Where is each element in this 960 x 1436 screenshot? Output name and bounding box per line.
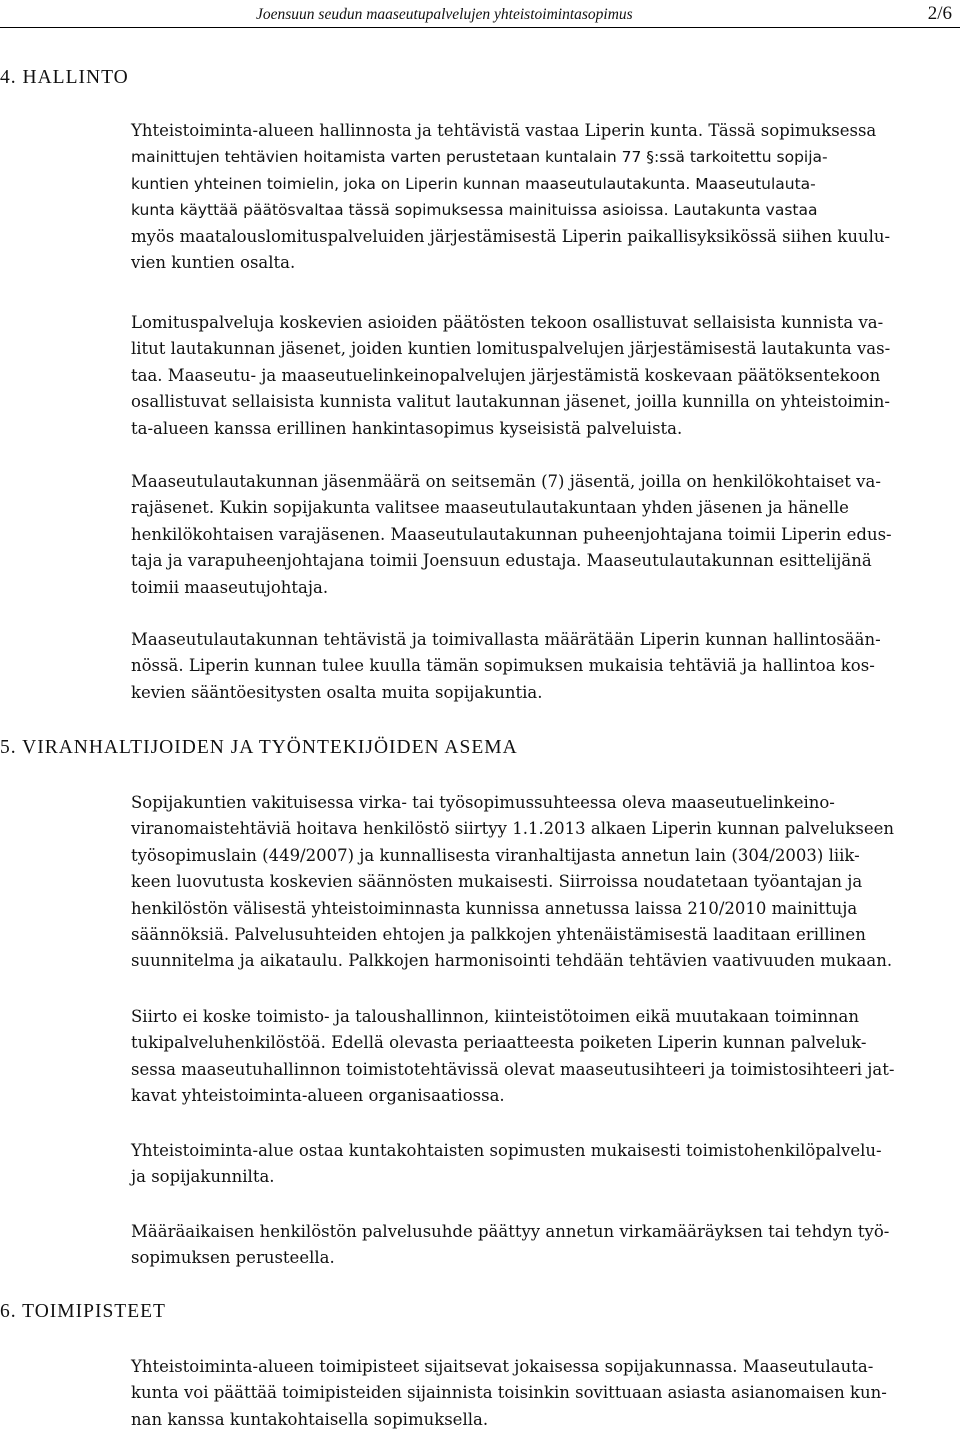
- text-line: ja sopijakunnilta.: [131, 1167, 275, 1187]
- text-line: rajäsenet. Kukin sopijakunta valitsee maaseutulautakuntaan yhden jäsenen ja hänelle: [131, 498, 849, 518]
- text-line: toimii maaseutujohtaja.: [131, 577, 329, 597]
- paragraph: [131, 118, 960, 276]
- text-line: kavat yhteistoiminta-alueen organisaatiossa.: [131, 1086, 505, 1106]
- text-line: Määräaikaisen henkilöstön palvelusuhde päättyy annetun virkamääräyksen tai tehdyn työ-: [131, 1222, 890, 1241]
- document-title: Joensuun seudun maaseutupalvelujen yhteistoimintasopimus: [256, 6, 633, 23]
- header-divider: [0, 27, 960, 28]
- text-line: suunnitelma ja aikataulu. Palkkojen harmonisointi tehdään tehtävien vaativuuden mukaan.: [131, 951, 893, 971]
- text-line: taa. Maaseutu- ja maaseutuelinkeinopalvelujen järjestämistä koskevaan päätöksentekoon: [131, 365, 881, 385]
- paragraph: [131, 469, 960, 601]
- text-line: nan kanssa kuntakohtaisella sopimuksella.: [131, 1409, 489, 1429]
- text-line: keen luovutusta koskevien säännösten mukaisesti. Siirroissa noudatetaan työantajan ja: [131, 872, 863, 892]
- text-line: mainittujen tehtävien hoitamista varten perustetaan kuntalain 77 §:ssä tarkoitettu sopija-: [131, 148, 828, 167]
- paragraph: [131, 1138, 960, 1191]
- text-line: Sopijakuntien vakituisessa virka- tai työsopimussuhteessa oleva maaseutuelinkeino-: [131, 793, 835, 812]
- section-heading-hallinto: 4. HALLINTO: [0, 67, 129, 88]
- text-line: kuntien yhteinen toimielin, joka on Liperin kunnan maaseutulautakunta. Maaseutulauta-: [131, 174, 816, 193]
- text-line: Maaseutulautakunnan jäsenmäärä on seitsemän (7) jäsentä, joilla on henkilökohtaiset va-: [131, 472, 881, 491]
- text-line: kevien sääntöesitysten osalta muita sopijakuntia.: [131, 682, 543, 702]
- section-heading-viranhaltijat: 5. VIRANHALTIJOIDEN JA TYÖNTEKIJÖIDEN ASEMA: [0, 737, 518, 758]
- text-line: Maaseutulautakunnan tehtävistä ja toimivallasta määrätään Liperin kunnan hallintosään-: [131, 630, 881, 649]
- text-line: myös maatalouslomituspalveluiden järjestämisestä Liperin paikallisyksikössä siihen kuulu-: [131, 226, 891, 246]
- text-line: sessa maaseutuhallinnon toimistotehtävissä olevat maaseutusihteeri ja toimistosihteeri jat-: [131, 1059, 895, 1079]
- text-line: Yhteistoiminta-alueen hallinnosta ja tehtävistä vastaa Liperin kunta. Tässä sopimuksessa: [131, 121, 877, 140]
- paragraph: [131, 790, 960, 975]
- text-line: Lomituspalveluja koskevien asioiden päätösten tekoon osallistuvat sellaisista kunnista va-: [131, 313, 884, 332]
- text-line: Yhteistoiminta-alue ostaa kuntakohtaisten sopimusten mukaisesti toimistohenkilöpalvelu-: [131, 1141, 882, 1160]
- text-line: henkilökohtaisen varajäsenen. Maaseutulautakunnan puheenjohtajana toimii Liperin edus-: [131, 524, 892, 544]
- text-line: henkilöstön välisestä yhteistoiminnasta kunnissa annetussa laissa 210/2010 mainittuja: [131, 898, 858, 918]
- paragraph: [131, 1219, 960, 1272]
- paragraph: [131, 310, 960, 442]
- page-number: 2/6: [927, 3, 952, 24]
- page-header: [0, 0, 960, 28]
- text-line: säännöksiä. Palvelusuhteiden ehtojen ja palkkojen yhtenäistämisestä laaditaan erillinen: [131, 924, 866, 944]
- text-line: työsopimuslain (449/2007) ja kunnallisesta viranhaltijasta annetun lain (304/2003) liik-: [131, 845, 860, 865]
- text-line: litut lautakunnan jäsenet, joiden kuntien lomituspalvelujen järjestämisestä lautakunta vas-: [131, 339, 891, 359]
- section-heading-toimipisteet: 6. TOIMIPISTEET: [0, 1301, 166, 1322]
- text-line: sopimuksen perusteella.: [131, 1248, 335, 1268]
- text-line: kunta käyttää päätösvaltaa tässä sopimuksessa mainituissa asioissa. Lautakunta vastaa: [131, 201, 818, 220]
- text-line: Siirto ei koske toimisto- ja taloushallinnon, kiinteistötoimen eikä muutakaan toiminnan: [131, 1007, 859, 1026]
- text-line: nössä. Liperin kunnan tulee kuulla tämän sopimuksen mukaisia tehtäviä ja hallintoa kos-: [131, 656, 875, 676]
- text-line: vien kuntien osalta.: [131, 252, 296, 272]
- paragraph: [131, 1354, 960, 1433]
- text-line: osallistuvat sellaisista kunnista valitut lautakunnan jäsenet, joilla kunnilla on yhteistoimin-: [131, 392, 890, 412]
- text-line: kunta voi päättää toimipisteiden sijainnista toisinkin sovittuaan asiasta asianomaisen kun-: [131, 1383, 887, 1403]
- text-line: ta-alueen kanssa erillinen hankintasopimus kyseisistä palveluista.: [131, 418, 683, 438]
- text-line: tukipalveluhenkilöstöä. Edellä olevasta periaatteesta poiketen Liperin kunnan palveluk-: [131, 1033, 867, 1053]
- paragraph: [131, 1004, 960, 1110]
- text-line: Yhteistoiminta-alueen toimipisteet sijaitsevat jokaisessa sopijakunnassa. Maaseutulauta-: [131, 1357, 874, 1376]
- text-line: taja ja varapuheenjohtajana toimii Joensuun edustaja. Maaseutulautakunnan esittelijänä: [131, 551, 872, 571]
- text-line: viranomaistehtäviä hoitava henkilöstö siirtyy 1.1.2013 alkaen Liperin kunnan palvelukseen: [131, 819, 894, 839]
- paragraph: [131, 627, 960, 706]
